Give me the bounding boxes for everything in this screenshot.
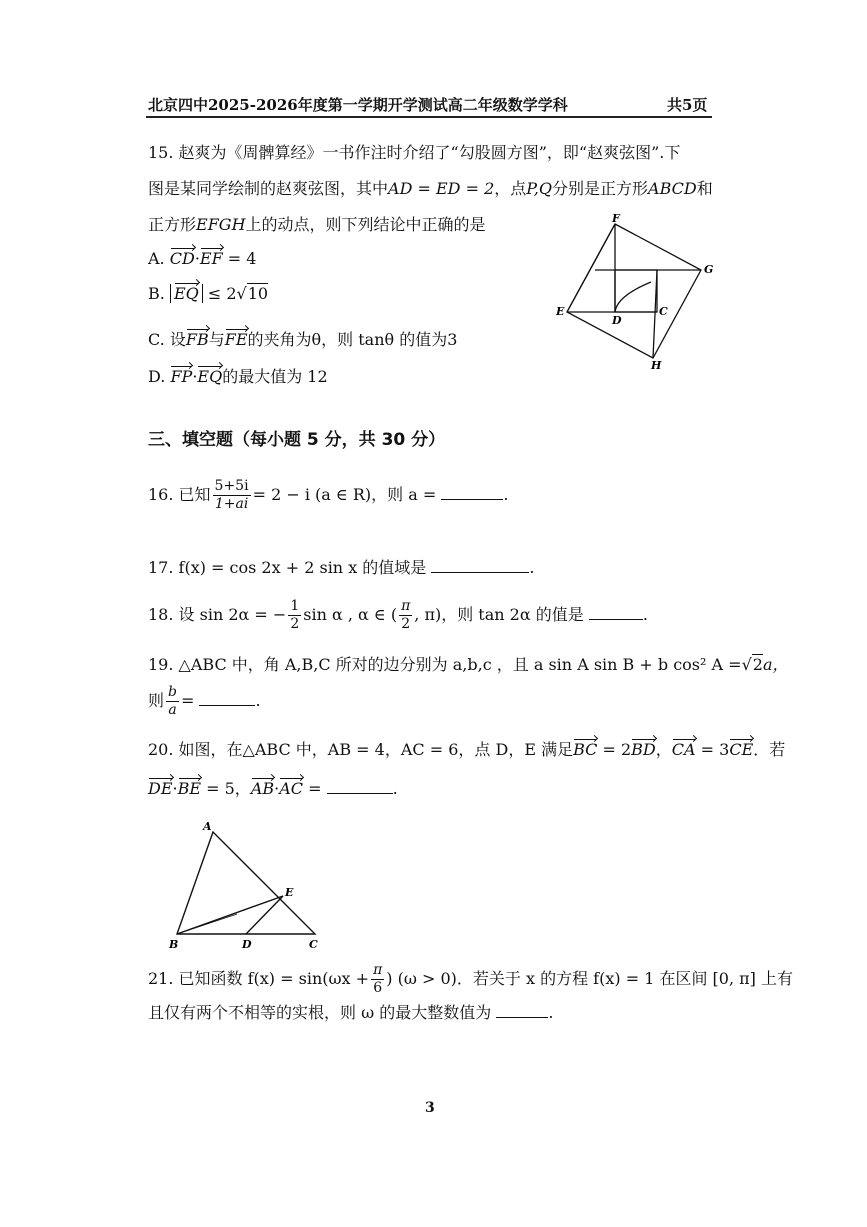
q15-option-d: D. FP·EQ的最大值为 12 — [148, 367, 328, 386]
segment-de — [246, 896, 283, 934]
label-g: G — [704, 263, 714, 276]
header-rule — [146, 116, 712, 118]
segment-fe — [567, 224, 615, 312]
label-f: F — [612, 212, 620, 225]
q17-answer-blank[interactable] — [431, 558, 529, 573]
label-a: A — [203, 820, 212, 833]
q19-line2: 则 $\frac{b}{a}$ = . — [148, 684, 261, 718]
q15-line3: 正方形EFGH上的动点，则下列结论中正确的是 — [148, 215, 486, 234]
q15-option-c: C. 设FB与FE的夹角为θ，则 tanθ 的值为3 — [148, 330, 458, 349]
label-b: B — [169, 938, 179, 951]
q20-line1: 20. 如图，在△ABC 中，AB = 4，AC = 6，点 D，E 满足BC = 2BD，CA = 3CE．若 — [148, 740, 786, 759]
q20-answer-blank[interactable] — [327, 779, 393, 794]
label-d: D — [242, 938, 252, 951]
curve-inner — [615, 282, 651, 312]
q19-line1: 19. △ABC 中，角 A,B,C 所对的边分别为 a,b,c ，且 a sin A sin B + b cos² A =√2a， — [148, 655, 789, 674]
section-title: 三、填空题（每小题 5 分，共 30 分） — [148, 430, 446, 450]
q19-answer-blank[interactable] — [199, 691, 255, 706]
q15-option-b: B. EQ ≤ 2√10 — [148, 284, 269, 303]
q18: 18. 设 sin 2α = − $\frac{1}{2}$ sin α , α ∈ ( $\frac{\pi}{2}$ , π)，则 tan 2α 的值是 . — [148, 598, 648, 632]
square-abcd — [615, 270, 657, 312]
q17: 17. f(x) = cos 2x + 2 sin x 的值域是 . — [148, 558, 535, 577]
triangle-figure — [165, 816, 330, 954]
q15-option-a: A. CD·EF = 4 — [148, 249, 257, 268]
q16-fraction: $\frac{5+5i}{1+ai}$ — [214, 478, 249, 512]
q21-answer-blank[interactable] — [496, 1003, 548, 1018]
q16-answer-blank[interactable] — [441, 485, 503, 500]
q16: 16. 已知 $\frac{5+5i}{1+ai}$ = 2 − i (a ∈ R)，则 a = . — [148, 478, 509, 512]
q15-line2: 图是某同学绘制的赵爽弦图，其中AD = ED = 2，点P,Q分别是正方形ABCD和 — [148, 179, 713, 198]
q18-answer-blank[interactable] — [589, 605, 643, 620]
label-c: C — [659, 305, 668, 318]
zhao-shuang-figure — [555, 212, 715, 372]
label-h: H — [651, 359, 662, 372]
page-number: 3 — [425, 1100, 435, 1116]
q20-line2: DE·BE = 5，AB·AC = . — [148, 779, 398, 798]
label-d: D — [612, 314, 622, 327]
header-page-count: 共5页 — [667, 96, 708, 114]
q15-line1: 15. 赵爽为《周髀算经》一书作注时介绍了“勾股圆方图”，即“赵爽弦图”.下 — [148, 143, 681, 162]
label-e: E — [285, 886, 294, 899]
q21-line2: 且仅有两个不相等的实根，则 ω 的最大整数值为 . — [148, 1003, 554, 1022]
segment-inner — [177, 914, 237, 934]
label-c: C — [309, 938, 318, 951]
label-e: E — [556, 305, 565, 318]
line-c-h — [653, 270, 657, 358]
q21-line1: 21. 已知函数 f(x) = sin(ωx + $\frac{\pi}{6}$ ) (ω > 0)．若关于 x 的方程 f(x) = 1 在区间 [0, π] 上有 — [148, 962, 793, 996]
header-title: 北京四中2025-2026年度第一学期开学测试高二年级数学学科 — [148, 96, 568, 114]
triangle-abc — [177, 832, 315, 934]
